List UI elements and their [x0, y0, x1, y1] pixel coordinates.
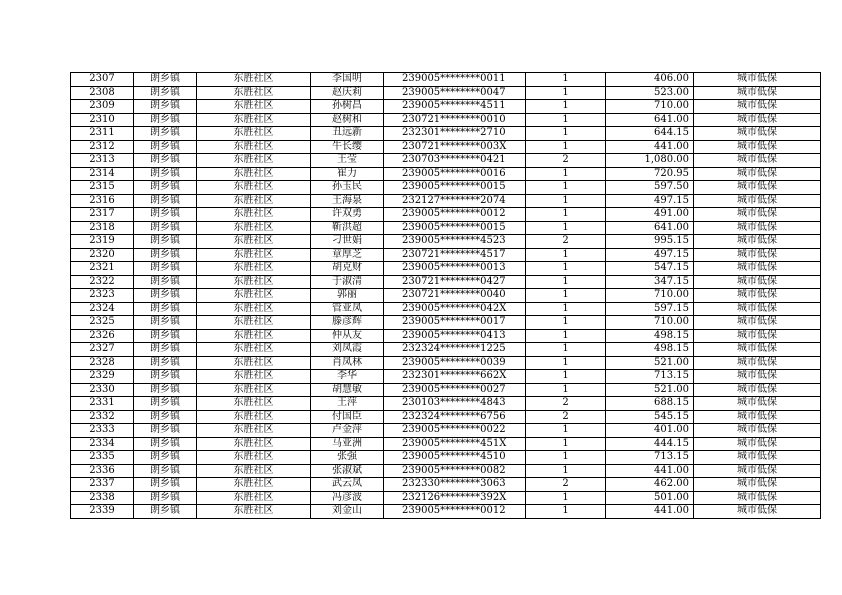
cell-serial-number: 2331 — [71, 397, 134, 411]
cell-community: 东胜社区 — [197, 437, 311, 451]
cell-id-number: 230103********4843 — [384, 397, 526, 411]
table-row — [71, 491, 821, 505]
cell-serial-number: 2308 — [71, 86, 134, 100]
cell-amount: 497.15 — [606, 194, 694, 208]
cell-town: 朗乡镇 — [134, 235, 197, 249]
cell-amount: 498.15 — [606, 343, 694, 357]
cell-serial-number: 2332 — [71, 410, 134, 424]
cell-town: 朗乡镇 — [134, 302, 197, 316]
cell-amount: 720.95 — [606, 167, 694, 181]
cell-serial-number: 2336 — [71, 464, 134, 478]
cell-community: 东胜社区 — [197, 505, 311, 519]
table-row — [71, 86, 821, 100]
cell-name: 李国明 — [311, 73, 384, 87]
cell-serial-number: 2324 — [71, 302, 134, 316]
cell-serial-number: 2327 — [71, 343, 134, 357]
cell-serial-number: 2338 — [71, 491, 134, 505]
cell-id-number: 230721********0040 — [384, 289, 526, 303]
cell-assistance-type: 城市低保 — [694, 86, 821, 100]
cell-community: 东胜社区 — [197, 316, 311, 330]
cell-assistance-type: 城市低保 — [694, 329, 821, 343]
cell-assistance-type: 城市低保 — [694, 302, 821, 316]
cell-name: 孙树昌 — [311, 100, 384, 114]
cell-town: 朗乡镇 — [134, 424, 197, 438]
cell-id-number: 232301********2710 — [384, 127, 526, 141]
cell-amount: 713.15 — [606, 370, 694, 384]
cell-town: 朗乡镇 — [134, 140, 197, 154]
cell-household-count: 1 — [526, 464, 606, 478]
cell-id-number: 239005********0413 — [384, 329, 526, 343]
cell-town: 朗乡镇 — [134, 248, 197, 262]
cell-amount: 462.00 — [606, 478, 694, 492]
cell-serial-number: 2323 — [71, 289, 134, 303]
cell-town: 朗乡镇 — [134, 464, 197, 478]
cell-town: 朗乡镇 — [134, 410, 197, 424]
cell-community: 东胜社区 — [197, 154, 311, 168]
cell-community: 东胜社区 — [197, 464, 311, 478]
cell-town: 朗乡镇 — [134, 329, 197, 343]
cell-amount: 641.00 — [606, 113, 694, 127]
cell-serial-number: 2329 — [71, 370, 134, 384]
cell-town: 朗乡镇 — [134, 221, 197, 235]
cell-serial-number: 2330 — [71, 383, 134, 397]
cell-household-count: 1 — [526, 73, 606, 87]
cell-community: 东胜社区 — [197, 248, 311, 262]
cell-household-count: 1 — [526, 167, 606, 181]
cell-id-number: 239005********0016 — [384, 167, 526, 181]
cell-serial-number: 2312 — [71, 140, 134, 154]
cell-household-count: 1 — [526, 370, 606, 384]
cell-household-count: 1 — [526, 451, 606, 465]
data-table — [70, 72, 821, 519]
cell-amount: 688.15 — [606, 397, 694, 411]
cell-assistance-type: 城市低保 — [694, 113, 821, 127]
cell-name: 章厚芝 — [311, 248, 384, 262]
cell-id-number: 232330********3063 — [384, 478, 526, 492]
cell-household-count: 1 — [526, 491, 606, 505]
cell-name: 王海泉 — [311, 194, 384, 208]
cell-id-number: 239005********0015 — [384, 181, 526, 195]
cell-community: 东胜社区 — [197, 140, 311, 154]
table-row — [71, 437, 821, 451]
cell-id-number: 239005********042X — [384, 302, 526, 316]
cell-name: 马亚洲 — [311, 437, 384, 451]
cell-household-count: 1 — [526, 113, 606, 127]
cell-amount: 713.15 — [606, 451, 694, 465]
cell-amount: 523.00 — [606, 86, 694, 100]
cell-town: 朗乡镇 — [134, 343, 197, 357]
cell-town: 朗乡镇 — [134, 289, 197, 303]
cell-community: 东胜社区 — [197, 302, 311, 316]
cell-amount: 1,080.00 — [606, 154, 694, 168]
cell-serial-number: 2339 — [71, 505, 134, 519]
cell-household-count: 1 — [526, 221, 606, 235]
cell-id-number: 239005********4511 — [384, 100, 526, 114]
cell-amount: 347.15 — [606, 275, 694, 289]
cell-name: 张淑斌 — [311, 464, 384, 478]
cell-name: 牛长缨 — [311, 140, 384, 154]
cell-community: 东胜社区 — [197, 113, 311, 127]
cell-id-number: 239005********0011 — [384, 73, 526, 87]
cell-household-count: 1 — [526, 248, 606, 262]
cell-household-count: 1 — [526, 356, 606, 370]
cell-town: 朗乡镇 — [134, 478, 197, 492]
cell-community: 东胜社区 — [197, 73, 311, 87]
cell-community: 东胜社区 — [197, 208, 311, 222]
cell-household-count: 1 — [526, 343, 606, 357]
table-row — [71, 113, 821, 127]
cell-name: 靳洪超 — [311, 221, 384, 235]
cell-id-number: 239005********0022 — [384, 424, 526, 438]
table-row — [71, 424, 821, 438]
cell-community: 东胜社区 — [197, 181, 311, 195]
cell-town: 朗乡镇 — [134, 113, 197, 127]
cell-serial-number: 2318 — [71, 221, 134, 235]
table-row — [71, 356, 821, 370]
cell-name: 冯彦波 — [311, 491, 384, 505]
cell-serial-number: 2314 — [71, 167, 134, 181]
cell-id-number: 239005********4510 — [384, 451, 526, 465]
cell-name: 王莹 — [311, 154, 384, 168]
cell-assistance-type: 城市低保 — [694, 248, 821, 262]
cell-town: 朗乡镇 — [134, 208, 197, 222]
cell-id-number: 232127********2074 — [384, 194, 526, 208]
cell-amount: 491.00 — [606, 208, 694, 222]
cell-household-count: 2 — [526, 154, 606, 168]
cell-community: 东胜社区 — [197, 262, 311, 276]
cell-assistance-type: 城市低保 — [694, 370, 821, 384]
cell-id-number: 239005********451X — [384, 437, 526, 451]
cell-id-number: 239005********0047 — [384, 86, 526, 100]
cell-assistance-type: 城市低保 — [694, 437, 821, 451]
cell-household-count: 1 — [526, 140, 606, 154]
cell-serial-number: 2321 — [71, 262, 134, 276]
cell-amount: 521.00 — [606, 383, 694, 397]
cell-town: 朗乡镇 — [134, 167, 197, 181]
cell-household-count: 2 — [526, 410, 606, 424]
cell-name: 崔力 — [311, 167, 384, 181]
cell-id-number: 232301********662X — [384, 370, 526, 384]
cell-name: 许双勇 — [311, 208, 384, 222]
cell-amount: 441.00 — [606, 464, 694, 478]
cell-household-count: 2 — [526, 235, 606, 249]
table-row — [71, 478, 821, 492]
cell-name: 滕彦辉 — [311, 316, 384, 330]
cell-household-count: 1 — [526, 181, 606, 195]
cell-id-number: 239005********0017 — [384, 316, 526, 330]
cell-community: 东胜社区 — [197, 289, 311, 303]
cell-serial-number: 2335 — [71, 451, 134, 465]
cell-amount: 644.15 — [606, 127, 694, 141]
cell-id-number: 232324********6756 — [384, 410, 526, 424]
cell-household-count: 1 — [526, 505, 606, 519]
cell-serial-number: 2313 — [71, 154, 134, 168]
cell-id-number: 239005********0012 — [384, 208, 526, 222]
cell-name: 刘金山 — [311, 505, 384, 519]
cell-name: 郭丽 — [311, 289, 384, 303]
cell-town: 朗乡镇 — [134, 86, 197, 100]
cell-household-count: 1 — [526, 329, 606, 343]
cell-town: 朗乡镇 — [134, 383, 197, 397]
cell-household-count: 1 — [526, 262, 606, 276]
table-row — [71, 140, 821, 154]
table-row — [71, 248, 821, 262]
cell-community: 东胜社区 — [197, 397, 311, 411]
cell-amount: 444.15 — [606, 437, 694, 451]
table-row — [71, 410, 821, 424]
cell-community: 东胜社区 — [197, 329, 311, 343]
cell-amount: 547.15 — [606, 262, 694, 276]
table-row — [71, 289, 821, 303]
table-row — [71, 73, 821, 87]
cell-community: 东胜社区 — [197, 100, 311, 114]
cell-town: 朗乡镇 — [134, 275, 197, 289]
cell-amount: 597.15 — [606, 302, 694, 316]
cell-amount: 521.00 — [606, 356, 694, 370]
cell-assistance-type: 城市低保 — [694, 383, 821, 397]
table-row — [71, 329, 821, 343]
cell-name: 管亚凤 — [311, 302, 384, 316]
cell-serial-number: 2316 — [71, 194, 134, 208]
cell-id-number: 230721********0427 — [384, 275, 526, 289]
cell-serial-number: 2315 — [71, 181, 134, 195]
cell-assistance-type: 城市低保 — [694, 167, 821, 181]
table-row — [71, 100, 821, 114]
cell-town: 朗乡镇 — [134, 73, 197, 87]
cell-name: 仲从友 — [311, 329, 384, 343]
cell-assistance-type: 城市低保 — [694, 127, 821, 141]
cell-community: 东胜社区 — [197, 478, 311, 492]
cell-serial-number: 2326 — [71, 329, 134, 343]
cell-id-number: 230703********0421 — [384, 154, 526, 168]
cell-amount: 497.15 — [606, 248, 694, 262]
cell-town: 朗乡镇 — [134, 505, 197, 519]
cell-household-count: 1 — [526, 86, 606, 100]
cell-community: 东胜社区 — [197, 356, 311, 370]
cell-id-number: 230721********003X — [384, 140, 526, 154]
cell-name: 卢金萍 — [311, 424, 384, 438]
cell-household-count: 2 — [526, 478, 606, 492]
cell-assistance-type: 城市低保 — [694, 235, 821, 249]
cell-id-number: 232126********392X — [384, 491, 526, 505]
cell-name: 付国臣 — [311, 410, 384, 424]
cell-name: 丑远新 — [311, 127, 384, 141]
cell-assistance-type: 城市低保 — [694, 262, 821, 276]
cell-id-number: 230721********4517 — [384, 248, 526, 262]
cell-community: 东胜社区 — [197, 235, 311, 249]
cell-community: 东胜社区 — [197, 491, 311, 505]
cell-amount: 710.00 — [606, 100, 694, 114]
cell-amount: 641.00 — [606, 221, 694, 235]
cell-id-number: 239005********0015 — [384, 221, 526, 235]
table-row — [71, 302, 821, 316]
cell-serial-number: 2317 — [71, 208, 134, 222]
cell-assistance-type: 城市低保 — [694, 221, 821, 235]
cell-assistance-type: 城市低保 — [694, 181, 821, 195]
cell-assistance-type: 城市低保 — [694, 208, 821, 222]
cell-name: 于淑清 — [311, 275, 384, 289]
cell-community: 东胜社区 — [197, 221, 311, 235]
cell-assistance-type: 城市低保 — [694, 73, 821, 87]
cell-amount: 441.00 — [606, 505, 694, 519]
cell-assistance-type: 城市低保 — [694, 478, 821, 492]
cell-household-count: 1 — [526, 424, 606, 438]
cell-serial-number: 2310 — [71, 113, 134, 127]
cell-amount: 401.00 — [606, 424, 694, 438]
cell-household-count: 1 — [526, 275, 606, 289]
table-row — [71, 505, 821, 519]
cell-town: 朗乡镇 — [134, 397, 197, 411]
cell-serial-number: 2319 — [71, 235, 134, 249]
cell-assistance-type: 城市低保 — [694, 275, 821, 289]
cell-id-number: 239005********0027 — [384, 383, 526, 397]
cell-amount: 441.00 — [606, 140, 694, 154]
table-row — [71, 316, 821, 330]
cell-serial-number: 2311 — [71, 127, 134, 141]
cell-town: 朗乡镇 — [134, 154, 197, 168]
cell-serial-number: 2320 — [71, 248, 134, 262]
cell-town: 朗乡镇 — [134, 370, 197, 384]
cell-serial-number: 2322 — [71, 275, 134, 289]
cell-town: 朗乡镇 — [134, 181, 197, 195]
cell-assistance-type: 城市低保 — [694, 289, 821, 303]
cell-serial-number: 2333 — [71, 424, 134, 438]
cell-name: 胡克财 — [311, 262, 384, 276]
table-row — [71, 208, 821, 222]
cell-id-number: 239005********0039 — [384, 356, 526, 370]
cell-community: 东胜社区 — [197, 383, 311, 397]
table-row — [71, 262, 821, 276]
cell-town: 朗乡镇 — [134, 100, 197, 114]
cell-id-number: 239005********0082 — [384, 464, 526, 478]
cell-household-count: 1 — [526, 383, 606, 397]
cell-id-number: 239005********0013 — [384, 262, 526, 276]
cell-assistance-type: 城市低保 — [694, 410, 821, 424]
cell-household-count: 1 — [526, 208, 606, 222]
table-row — [71, 464, 821, 478]
cell-household-count: 1 — [526, 302, 606, 316]
cell-assistance-type: 城市低保 — [694, 397, 821, 411]
table-row — [71, 397, 821, 411]
cell-serial-number: 2307 — [71, 73, 134, 87]
cell-household-count: 2 — [526, 397, 606, 411]
cell-household-count: 1 — [526, 316, 606, 330]
cell-assistance-type: 城市低保 — [694, 424, 821, 438]
cell-name: 刁世娟 — [311, 235, 384, 249]
cell-assistance-type: 城市低保 — [694, 491, 821, 505]
cell-amount: 710.00 — [606, 289, 694, 303]
cell-household-count: 1 — [526, 437, 606, 451]
table-row — [71, 154, 821, 168]
cell-amount: 710.00 — [606, 316, 694, 330]
cell-town: 朗乡镇 — [134, 127, 197, 141]
cell-community: 东胜社区 — [197, 451, 311, 465]
table-row — [71, 451, 821, 465]
cell-id-number: 230721********0010 — [384, 113, 526, 127]
cell-town: 朗乡镇 — [134, 316, 197, 330]
cell-assistance-type: 城市低保 — [694, 140, 821, 154]
cell-serial-number: 2325 — [71, 316, 134, 330]
table-body — [71, 73, 821, 519]
table-row — [71, 383, 821, 397]
cell-id-number: 239005********4523 — [384, 235, 526, 249]
cell-assistance-type: 城市低保 — [694, 100, 821, 114]
cell-amount: 995.15 — [606, 235, 694, 249]
cell-name: 张强 — [311, 451, 384, 465]
cell-community: 东胜社区 — [197, 194, 311, 208]
cell-assistance-type: 城市低保 — [694, 505, 821, 519]
cell-community: 东胜社区 — [197, 343, 311, 357]
cell-household-count: 1 — [526, 100, 606, 114]
cell-name: 胡慧敏 — [311, 383, 384, 397]
cell-assistance-type: 城市低保 — [694, 194, 821, 208]
cell-serial-number: 2334 — [71, 437, 134, 451]
cell-amount: 545.15 — [606, 410, 694, 424]
table-row — [71, 343, 821, 357]
cell-amount: 597.50 — [606, 181, 694, 195]
cell-community: 东胜社区 — [197, 370, 311, 384]
cell-amount: 498.15 — [606, 329, 694, 343]
cell-amount: 501.00 — [606, 491, 694, 505]
cell-household-count: 1 — [526, 194, 606, 208]
cell-town: 朗乡镇 — [134, 262, 197, 276]
table-row — [71, 181, 821, 195]
table-row — [71, 127, 821, 141]
cell-serial-number: 2328 — [71, 356, 134, 370]
cell-name: 武云凤 — [311, 478, 384, 492]
cell-household-count: 1 — [526, 289, 606, 303]
cell-id-number: 239005********0012 — [384, 505, 526, 519]
cell-household-count: 1 — [526, 127, 606, 141]
cell-community: 东胜社区 — [197, 127, 311, 141]
cell-assistance-type: 城市低保 — [694, 356, 821, 370]
table-row — [71, 167, 821, 181]
cell-name: 赵庆莉 — [311, 86, 384, 100]
table-row — [71, 194, 821, 208]
cell-assistance-type: 城市低保 — [694, 154, 821, 168]
cell-community: 东胜社区 — [197, 424, 311, 438]
cell-town: 朗乡镇 — [134, 194, 197, 208]
table-row — [71, 235, 821, 249]
cell-town: 朗乡镇 — [134, 437, 197, 451]
cell-serial-number: 2309 — [71, 100, 134, 114]
table-row — [71, 221, 821, 235]
cell-community: 东胜社区 — [197, 86, 311, 100]
cell-name: 孙玉民 — [311, 181, 384, 195]
cell-assistance-type: 城市低保 — [694, 316, 821, 330]
cell-community: 东胜社区 — [197, 410, 311, 424]
cell-assistance-type: 城市低保 — [694, 464, 821, 478]
cell-community: 东胜社区 — [197, 275, 311, 289]
cell-community: 东胜社区 — [197, 167, 311, 181]
cell-assistance-type: 城市低保 — [694, 343, 821, 357]
cell-town: 朗乡镇 — [134, 451, 197, 465]
cell-name: 李华 — [311, 370, 384, 384]
table-row — [71, 275, 821, 289]
cell-serial-number: 2337 — [71, 478, 134, 492]
cell-name: 赵树和 — [311, 113, 384, 127]
cell-name: 肖凤林 — [311, 356, 384, 370]
cell-town: 朗乡镇 — [134, 491, 197, 505]
table-row — [71, 370, 821, 384]
cell-assistance-type: 城市低保 — [694, 451, 821, 465]
cell-id-number: 232324********1225 — [384, 343, 526, 357]
cell-name: 王萍 — [311, 397, 384, 411]
cell-name: 刘凤霞 — [311, 343, 384, 357]
cell-amount: 406.00 — [606, 73, 694, 87]
cell-town: 朗乡镇 — [134, 356, 197, 370]
